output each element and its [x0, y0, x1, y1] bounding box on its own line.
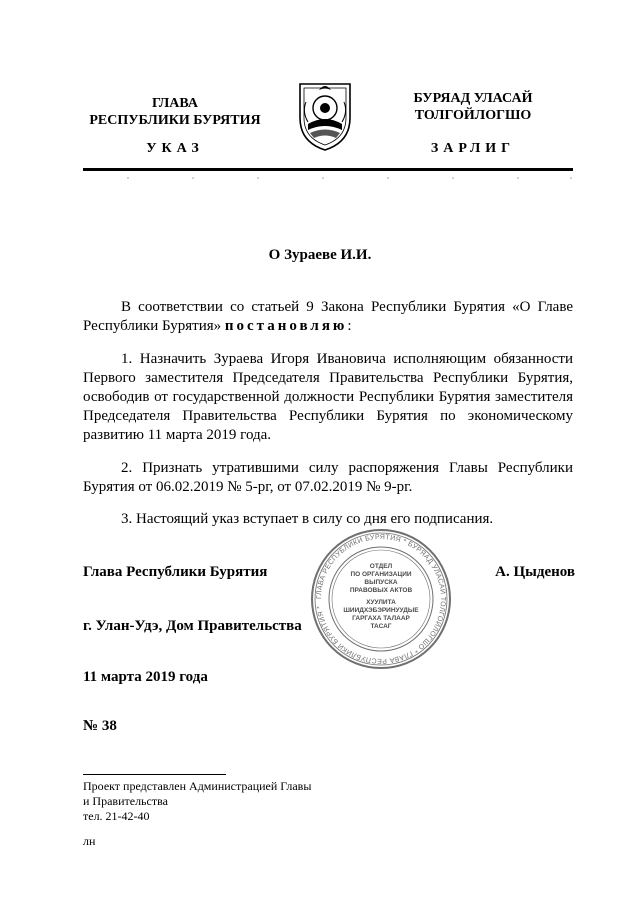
- header-left-kind: УКАЗ: [146, 141, 204, 156]
- decree-word: постановляю: [224, 318, 348, 334]
- signature-title: Глава Республики Бурятия: [83, 564, 268, 580]
- document-title: О Зураеве И.И.: [268, 247, 372, 263]
- header-right-line1: БУРЯАД УЛАСАЙ: [413, 91, 533, 106]
- decree-number: № 38: [83, 718, 117, 734]
- point-1: 1. Назначить Зураева Игоря Ивановича исполняющим обязанности Первого заместителя Председателя Правительства Республики Бурятия, освободив от государственной должности Республики Бурятия заместителя Председателя Правительства Республики Бурятия по экономическому развитию 11 марта 2019 года.: [83, 351, 573, 443]
- stamp-line7: ГАРГАХА ТАЛААР: [352, 615, 410, 622]
- stamp-line5: ХУУЛИТА: [366, 599, 396, 606]
- signature-date: 11 марта 2019 года: [83, 669, 208, 685]
- stamp-line6: ШИИДХЭБЭРИНУУДЫЕ: [343, 607, 419, 614]
- signature-name: А. Цыденов: [495, 564, 575, 580]
- point-2: 2. Признать утратившими силу распоряжения Главы Республики Бурятия от 06.02.2019 № 5-рг, от 07.02.2019 № 9-рг.: [83, 460, 573, 495]
- footnote: [83, 779, 383, 824]
- intro-end: :: [347, 318, 352, 334]
- stamp-line3: ВЫПУСКА: [364, 579, 398, 586]
- header-left-line1: ГЛАВА: [152, 96, 198, 111]
- footnote-line3: тел. 21-42-40: [83, 809, 150, 823]
- stamp-line1: ОТДЕЛ: [369, 563, 393, 570]
- official-stamp: [310, 528, 452, 670]
- svg-text:ГЛАВА РЕСПУБЛИКИ БУРЯТИЯ * БУР: ГЛАВА РЕСПУБЛИКИ БУРЯТИЯ * БУРЯАД УЛАСАЙ ТОЛГОЙЛОГШО * ГЛАВА РЕСПУБЛИКИ БУРЯТИЯ *: [315, 533, 447, 665]
- coat-of-arms-icon: [296, 78, 354, 152]
- signature-place: г. Улан-Удэ, Дом Правительства: [83, 618, 302, 634]
- stamp-line8: ТАСАГ: [370, 623, 392, 630]
- footnote-rule: [83, 774, 226, 775]
- header-right: [378, 90, 568, 124]
- stamp-line2: ПО ОРГАНИЗАЦИИ: [350, 571, 412, 578]
- header-left: [80, 95, 270, 129]
- header-dotted-rule: [83, 175, 573, 181]
- executor-initials: лн: [83, 834, 96, 848]
- header-left-line2: РЕСПУБЛИКИ БУРЯТИЯ: [89, 113, 261, 128]
- footnote-line2: и Правительства: [83, 794, 168, 808]
- header-rule: [83, 168, 573, 171]
- intro-text: В соответствии со статьей 9 Закона Республики Бурятия «О Главе Республики Бурятия»: [83, 299, 573, 334]
- intro-paragraph: [83, 298, 573, 336]
- stamp-line4: ПРАВОВЫХ АКТОВ: [349, 587, 413, 594]
- header-right-line2: ТОЛГОЙЛОГШО: [414, 108, 532, 123]
- footnote-line1: Проект представлен Администрацией Главы: [83, 779, 312, 793]
- point-3: 3. Настоящий указ вступает в силу со дня его подписания.: [121, 511, 494, 527]
- header-right-kind: ЗАРЛИГ: [430, 141, 516, 156]
